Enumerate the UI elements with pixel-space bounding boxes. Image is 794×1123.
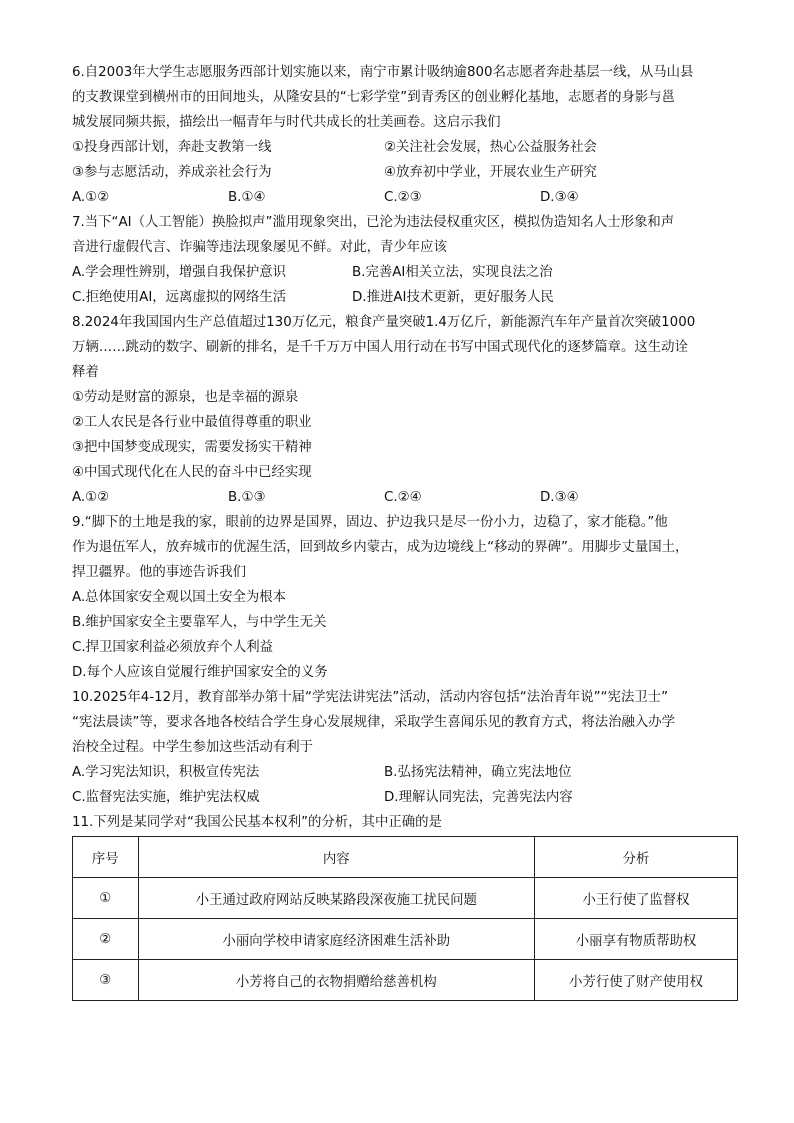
question-text-line: 11.下列是某同学对“我国公民基本权利”的分析，其中正确的是: [72, 815, 442, 830]
table-row: [73, 919, 738, 960]
table-cell: 小王行使了监督权: [535, 878, 738, 919]
option-c[interactable]: C.②④: [384, 490, 422, 505]
option-d[interactable]: D.每个人应该自觉履行维护国家安全的义务: [72, 665, 328, 680]
answer-options-row: [72, 760, 724, 785]
answer-options-row: [72, 785, 724, 810]
statement: ②工人农民是各行业中最值得尊重的职业: [72, 415, 312, 430]
statement-row: [72, 160, 724, 185]
option-a[interactable]: A.学习宪法知识，积极宣传宪法: [72, 765, 260, 780]
table-cell: 小丽向学校申请家庭经济困难生活补助: [138, 919, 534, 960]
question-text-line: 9.“脚下的土地是我的家，眼前的边界是国界，固边、护边我只是尽一份小力，边稳了，家才能稳。”他: [72, 515, 668, 530]
option-a[interactable]: A.①②: [72, 190, 110, 205]
statement: ③把中国梦变成现实，需要发扬实干精神: [72, 440, 312, 455]
question-text-line: 万辆……跳动的数字、刷新的排名，是千千万万中国人用行动在书写中国式现代化的逐梦篇章。这生动诠: [72, 340, 688, 355]
table-header-cell: 内容: [138, 837, 534, 878]
question-7: [72, 210, 724, 310]
option-a[interactable]: A.学会理性辨别，增强自我保护意识: [72, 265, 287, 280]
statement: ④中国式现代化在人民的奋斗中已经实现: [72, 465, 312, 480]
table-cell: ②: [73, 919, 139, 960]
statement-row: [72, 135, 724, 160]
question-text-line: 10.2025年4-12月，教育部举办第十届“学宪法讲宪法”活动，活动内容包括“法治青年说”“宪法卫士”: [72, 690, 669, 705]
table-row: [73, 878, 738, 919]
question-8: [72, 310, 724, 510]
question-text-line: 治校全过程。中学生参加这些活动有利于: [72, 740, 314, 755]
option-c[interactable]: C.②③: [384, 190, 422, 205]
table-cell: ③: [73, 960, 139, 1001]
option-d[interactable]: D.推进AI技术更新，更好服务人民: [352, 290, 554, 305]
question-text-line: 捍卫疆界。他的事迹告诉我们: [72, 565, 247, 580]
table-cell: 小丽享有物质帮助权: [535, 919, 738, 960]
option-b[interactable]: B.维护国家安全主要靠军人，与中学生无关: [72, 615, 327, 630]
option-a[interactable]: A.总体国家安全观以国土安全为根本: [72, 590, 287, 605]
option-d[interactable]: D.理解认同宪法，完善宪法内容: [384, 790, 573, 805]
option-d[interactable]: D.③④: [540, 190, 579, 205]
table-header-cell: 分析: [535, 837, 738, 878]
option-b[interactable]: B.弘扬宪法精神，确立宪法地位: [384, 765, 572, 780]
question-text-line: 8.2024年我国国内生产总值超过130万亿元，粮食产量突破1.4万亿斤，新能源汽车年产量首次突破1000: [72, 315, 696, 330]
question-11: [72, 810, 724, 835]
statement: ③参与志愿活动，养成亲社会行为: [72, 165, 272, 180]
table-cell: 小芳将自己的衣物捐赠给慈善机构: [138, 960, 534, 1001]
question-text-line: 释着: [72, 365, 99, 380]
question-9: [72, 510, 724, 685]
answer-options: [72, 485, 724, 510]
option-c[interactable]: C.监督宪法实施，维护宪法权威: [72, 790, 260, 805]
option-c[interactable]: C.拒绝使用AI，远离虚拟的网络生活: [72, 290, 287, 305]
question-text-line: 的支教课堂到横州市的田间地头，从隆安县的“七彩学堂”到青秀区的创业孵化基地，志愿者的身影与邕: [72, 90, 676, 105]
table-cell: 小芳行使了财产使用权: [535, 960, 738, 1001]
option-d[interactable]: D.③④: [540, 490, 579, 505]
table-header-row: [73, 837, 738, 878]
statement: ①劳动是财富的源泉，也是幸福的源泉: [72, 390, 299, 405]
question-text-line: 作为退伍军人，放弃城市的优渥生活，回到故乡内蒙古，成为边境线上“移动的界碑”。用脚步丈量国土，: [72, 540, 689, 555]
question-6: [72, 60, 724, 210]
question-text-line: 城发展同频共振，描绘出一幅青年与时代共成长的壮美画卷。这启示我们: [72, 115, 501, 130]
question-text-line: 6.自2003年大学生志愿服务西部计划实施以来，南宁市累计吸纳逾800名志愿者奔赴基层一线，从马山县: [72, 65, 694, 80]
rights-analysis-table: [72, 836, 738, 1001]
questions-content: [72, 60, 724, 835]
answer-options: [72, 185, 724, 210]
statement: ④放弃初中学业，开展农业生产研究: [384, 165, 597, 180]
question-text-line: 7.当下“AI（人工智能）换脸拟声”滥用现象突出，已沦为违法侵权重灾区，模拟伪造知名人士形象和声: [72, 215, 675, 230]
table-header-cell: 序号: [73, 837, 139, 878]
option-c[interactable]: C.捍卫国家利益必须放弃个人利益: [72, 640, 274, 655]
statement: ②关注社会发展，热心公益服务社会: [384, 140, 597, 155]
statement: ①投身西部计划，奔赴支教第一线: [72, 140, 272, 155]
question-10: [72, 685, 724, 810]
table-cell: ①: [73, 878, 139, 919]
option-a[interactable]: A.①②: [72, 490, 110, 505]
option-b[interactable]: B.完善AI相关立法，实现良法之治: [352, 265, 553, 280]
table-cell: 小王通过政府网站反映某路段深夜施工扰民问题: [138, 878, 534, 919]
option-b[interactable]: B.①③: [228, 490, 266, 505]
option-b[interactable]: B.①④: [228, 190, 266, 205]
table-row: [73, 960, 738, 1001]
question-text-line: “宪法晨读”等，要求各地各校结合学生身心发展规律，采取学生喜闻乐见的教育方式，将法治融入办学: [72, 715, 676, 730]
question-text-line: 音进行虚假代言、诈骗等违法现象屡见不鲜。对此，青少年应该: [72, 240, 447, 255]
answer-options-row: [72, 285, 724, 310]
answer-options-row: [72, 260, 724, 285]
